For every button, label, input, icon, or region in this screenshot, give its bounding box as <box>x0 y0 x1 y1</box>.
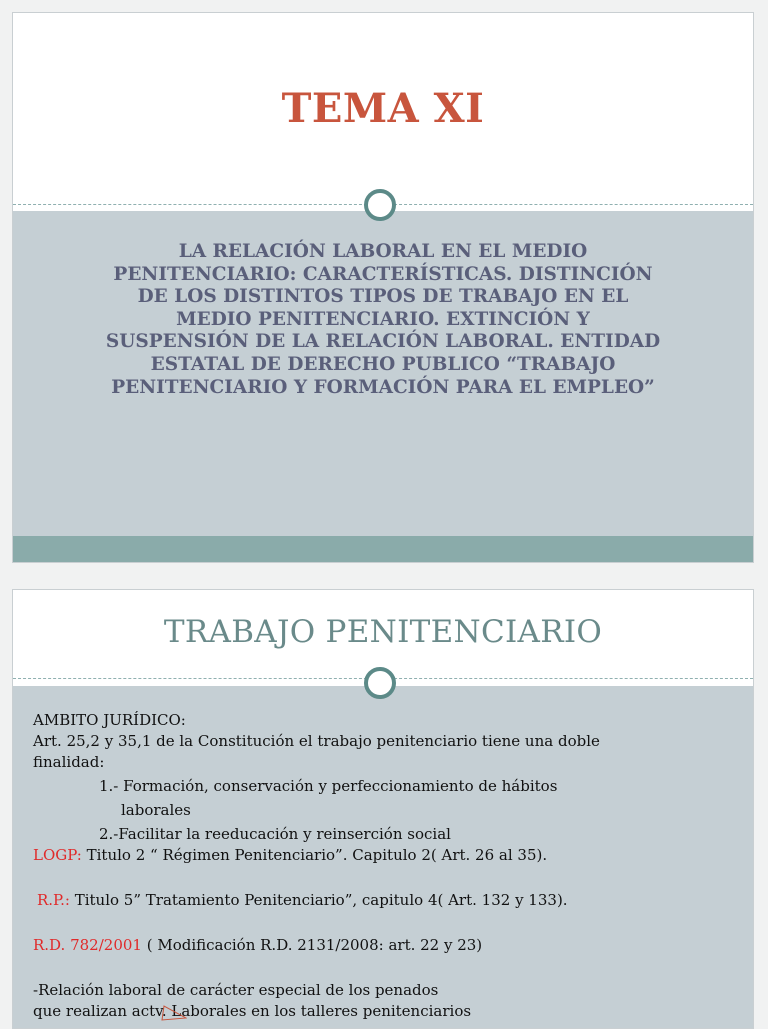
intro-line-2: finalidad: <box>33 753 105 771</box>
intro-line-1: Art. 25,2 y 35,1 de la Constitución el trabajo penitenciario tiene una doble <box>33 732 600 750</box>
slide-2-body <box>33 710 739 1022</box>
slide-2 <box>12 589 754 1029</box>
slide-1-footer-bar <box>13 536 753 562</box>
relacion-line-2: que realizan actv. Laborales en los talleres penitenciarios <box>33 1002 472 1020</box>
list-item-1-line-1: 1.- Formación, conservación y perfeccionamiento de hábitos <box>99 777 558 795</box>
slide-1 <box>12 12 754 563</box>
logp-label: LOGP: <box>33 846 82 864</box>
spacer <box>33 956 739 980</box>
spacer <box>33 866 739 890</box>
rd-label: R.D. 782/2001 <box>33 936 142 954</box>
circle-ornament-icon <box>364 667 396 699</box>
logp-text: Titulo 2 “ Régimen Penitenciario”. Capitulo 2( Art. 26 al 35). <box>81 846 548 864</box>
list-item-2: 2.-Facilitar la reeducación y reinserción social <box>99 825 451 843</box>
relacion-line-1: -Relación laboral de carácter especial de los penados <box>33 981 439 999</box>
rd-text: ( Modificación R.D. 2131/2008: art. 22 y 23) <box>141 936 483 954</box>
list-item-1-line-2: laborales <box>121 801 191 819</box>
slide-2-title: TRABAJO PENITENCIARIO <box>163 614 603 650</box>
rp-text: Titulo 5” Tratamiento Penitenciario”, capitulo 4( Art. 132 y 133). <box>69 891 568 909</box>
pointer-arrow-icon <box>161 1005 187 1021</box>
spacer <box>33 911 739 935</box>
rp-label: R.P.: <box>37 891 70 909</box>
rp-reference <box>33 890 739 911</box>
circle-ornament-icon <box>364 189 396 221</box>
rd-reference <box>33 935 739 956</box>
slide-1-title: TEMA XI <box>281 85 485 132</box>
ambito-heading: AMBITO JURÍDICO: <box>33 711 186 729</box>
logp-reference <box>33 845 739 866</box>
slide-1-subtitle: LA RELACIÓN LABORAL EN EL MEDIO PENITENCIARIO: CARACTERÍSTICAS. DISTINCIÓN DE LOS DISTINTOS TIPOS DE TRABAJO EN EL MEDIO PENITENCIARIO. EXTINCIÓN Y SUSPENSIÓN DE LA RELACIÓN LABORAL. ENTIDAD ESTATAL DE DERECHO PUBLICO “TRABAJO PENITENCIARIO Y FORMACIÓN PARA EL EMPLEO” <box>105 241 661 398</box>
